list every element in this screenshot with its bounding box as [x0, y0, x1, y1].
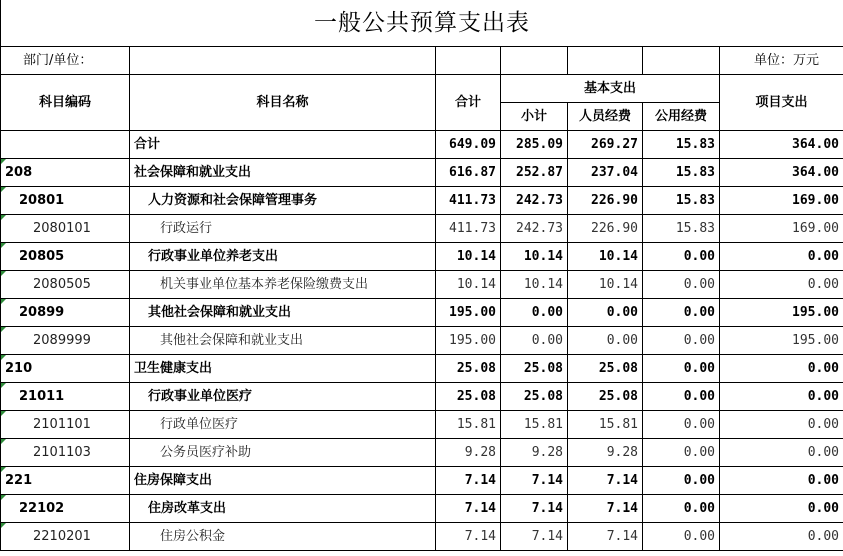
cell-code[interactable]: 210 — [1, 355, 130, 383]
cell-code[interactable]: 2080505 — [1, 271, 130, 299]
cell-total[interactable]: 411.73 — [436, 187, 501, 215]
cell-personnel[interactable]: 25.08 — [568, 383, 643, 411]
table-row — [1, 243, 843, 271]
header-total: 合计 — [436, 75, 501, 131]
cell-total[interactable]: 15.81 — [436, 411, 501, 439]
cell-subtotal[interactable]: 7.14 — [501, 495, 568, 523]
page-title: 一般公共预算支出表 — [1, 0, 843, 47]
cell-marker-icon — [1, 215, 6, 220]
cell-public[interactable]: 0.00 — [643, 299, 720, 327]
cell-marker-icon — [1, 439, 6, 444]
cell-subtotal[interactable]: 9.28 — [501, 439, 568, 467]
cell-project[interactable]: 0.00 — [720, 271, 843, 299]
cell-code[interactable]: 20801 — [1, 187, 130, 215]
cell-name[interactable]: 行政事业单位医疗 — [130, 383, 436, 411]
dept-label: 部门/单位： — [1, 47, 130, 75]
cell-name[interactable]: 行政单位医疗 — [130, 411, 436, 439]
cell-total[interactable]: 25.08 — [436, 383, 501, 411]
cell-total[interactable]: 7.14 — [436, 495, 501, 523]
cell-code[interactable]: 221 — [1, 467, 130, 495]
cell-public[interactable]: 0.00 — [643, 355, 720, 383]
meta-blank-cell[interactable] — [436, 47, 501, 75]
cell-personnel[interactable]: 10.14 — [568, 271, 643, 299]
cell-name[interactable]: 住房保障支出 — [130, 467, 436, 495]
meta-blank-cell[interactable] — [643, 47, 720, 75]
cell-name[interactable]: 住房公积金 — [130, 523, 436, 551]
cell-marker-icon — [1, 327, 6, 332]
header-subtotal: 小计 — [501, 103, 568, 131]
cell-total[interactable]: 649.09 — [436, 131, 501, 159]
cell-subtotal[interactable]: 10.14 — [501, 243, 568, 271]
cell-personnel[interactable]: 0.00 — [568, 299, 643, 327]
table-row — [1, 495, 843, 523]
cell-project[interactable]: 0.00 — [720, 467, 843, 495]
table-row — [1, 187, 843, 215]
table-row — [1, 523, 843, 551]
cell-code[interactable]: 2101103 — [1, 439, 130, 467]
cell-project[interactable]: 364.00 — [720, 159, 843, 187]
cell-personnel[interactable]: 9.28 — [568, 439, 643, 467]
table-row — [1, 411, 843, 439]
cell-code[interactable]: 22102 — [1, 495, 130, 523]
header-project: 项目支出 — [720, 75, 843, 131]
header-name: 科目名称 — [130, 75, 436, 131]
cell-project[interactable]: 0.00 — [720, 523, 843, 551]
cell-subtotal[interactable]: 7.14 — [501, 523, 568, 551]
cell-project[interactable]: 0.00 — [720, 383, 843, 411]
cell-name[interactable]: 公务员医疗补助 — [130, 439, 436, 467]
table-row — [1, 439, 843, 467]
cell-code[interactable]: 2080101 — [1, 215, 130, 243]
cell-personnel[interactable]: 15.81 — [568, 411, 643, 439]
cell-name[interactable]: 行政运行 — [130, 215, 436, 243]
cell-code[interactable]: 2089999 — [1, 327, 130, 355]
cell-total[interactable]: 25.08 — [436, 355, 501, 383]
header-public: 公用经费 — [643, 103, 720, 131]
cell-code[interactable]: 20899 — [1, 299, 130, 327]
cell-marker-icon — [1, 271, 6, 276]
cell-public[interactable]: 0.00 — [643, 411, 720, 439]
table-row — [1, 215, 843, 243]
table-row — [1, 467, 843, 495]
cell-project[interactable]: 0.00 — [720, 243, 843, 271]
cell-personnel[interactable]: 226.90 — [568, 215, 643, 243]
cell-name[interactable]: 卫生健康支出 — [130, 355, 436, 383]
cell-total[interactable]: 616.87 — [436, 159, 501, 187]
cell-marker-icon — [1, 467, 6, 472]
table-row — [1, 327, 843, 355]
cell-public[interactable]: 0.00 — [643, 467, 720, 495]
cell-name[interactable]: 其他社会保障和就业支出 — [130, 299, 436, 327]
cell-total[interactable]: 9.28 — [436, 439, 501, 467]
cell-project[interactable]: 0.00 — [720, 355, 843, 383]
cell-project[interactable]: 0.00 — [720, 439, 843, 467]
cell-subtotal[interactable]: 15.81 — [501, 411, 568, 439]
cell-marker-icon — [1, 411, 6, 416]
cell-name[interactable]: 住房改革支出 — [130, 495, 436, 523]
cell-personnel[interactable]: 7.14 — [568, 523, 643, 551]
cell-project[interactable]: 0.00 — [720, 495, 843, 523]
cell-public[interactable]: 0.00 — [643, 243, 720, 271]
cell-personnel[interactable]: 269.27 — [568, 131, 643, 159]
cell-total[interactable]: 10.14 — [436, 271, 501, 299]
dept-value-cell[interactable] — [130, 47, 436, 75]
cell-subtotal[interactable]: 252.87 — [501, 159, 568, 187]
cell-marker-icon — [1, 523, 6, 528]
cell-personnel[interactable]: 10.14 — [568, 243, 643, 271]
cell-marker-icon — [1, 243, 6, 248]
cell-total[interactable]: 195.00 — [436, 299, 501, 327]
cell-total[interactable]: 411.73 — [436, 215, 501, 243]
table-row — [1, 131, 843, 159]
cell-total[interactable]: 10.14 — [436, 243, 501, 271]
cell-marker-icon — [1, 159, 6, 164]
cell-total[interactable]: 7.14 — [436, 523, 501, 551]
cell-public[interactable]: 15.83 — [643, 215, 720, 243]
cell-subtotal[interactable]: 25.08 — [501, 383, 568, 411]
cell-subtotal[interactable]: 285.09 — [501, 131, 568, 159]
cell-name[interactable]: 人力资源和社会保障管理事务 — [130, 187, 436, 215]
cell-public[interactable]: 0.00 — [643, 327, 720, 355]
cell-public[interactable]: 0.00 — [643, 383, 720, 411]
cell-public[interactable]: 0.00 — [643, 271, 720, 299]
table-row — [1, 355, 843, 383]
cell-public[interactable]: 0.00 — [643, 523, 720, 551]
unit-label: 单位：万元 — [720, 47, 843, 75]
cell-name[interactable]: 合计 — [130, 131, 436, 159]
cell-personnel[interactable]: 226.90 — [568, 187, 643, 215]
cell-personnel[interactable]: 7.14 — [568, 467, 643, 495]
cell-name[interactable]: 机关事业单位基本养老保险缴费支出 — [130, 271, 436, 299]
cell-personnel[interactable]: 7.14 — [568, 495, 643, 523]
cell-code[interactable]: 21011 — [1, 383, 130, 411]
cell-subtotal[interactable]: 25.08 — [501, 355, 568, 383]
cell-public[interactable]: 0.00 — [643, 439, 720, 467]
cell-public[interactable]: 0.00 — [643, 495, 720, 523]
cell-personnel[interactable]: 25.08 — [568, 355, 643, 383]
cell-project[interactable]: 169.00 — [720, 215, 843, 243]
cell-marker-icon — [1, 299, 6, 304]
meta-blank-cell[interactable] — [501, 47, 568, 75]
cell-public[interactable]: 15.83 — [643, 131, 720, 159]
cell-public[interactable]: 15.83 — [643, 159, 720, 187]
cell-code[interactable]: 2210201 — [1, 523, 130, 551]
meta-blank-cell[interactable] — [568, 47, 643, 75]
header-basic: 基本支出 — [501, 75, 720, 103]
cell-marker-icon — [1, 495, 6, 500]
cell-subtotal[interactable]: 0.00 — [501, 299, 568, 327]
cell-subtotal[interactable]: 0.00 — [501, 327, 568, 355]
table-row — [1, 159, 843, 187]
cell-project[interactable]: 195.00 — [720, 299, 843, 327]
cell-personnel[interactable]: 237.04 — [568, 159, 643, 187]
cell-subtotal[interactable]: 242.73 — [501, 187, 568, 215]
table-row — [1, 383, 843, 411]
cell-project[interactable]: 364.00 — [720, 131, 843, 159]
cell-subtotal[interactable]: 10.14 — [501, 271, 568, 299]
cell-marker-icon — [1, 383, 6, 388]
cell-personnel[interactable]: 0.00 — [568, 327, 643, 355]
cell-name[interactable]: 其他社会保障和就业支出 — [130, 327, 436, 355]
cell-marker-icon — [1, 355, 6, 360]
cell-code[interactable]: 20805 — [1, 243, 130, 271]
cell-project[interactable]: 169.00 — [720, 187, 843, 215]
cell-total[interactable]: 7.14 — [436, 467, 501, 495]
cell-code[interactable]: 208 — [1, 159, 130, 187]
cell-project[interactable]: 195.00 — [720, 327, 843, 355]
cell-name[interactable]: 行政事业单位养老支出 — [130, 243, 436, 271]
cell-code[interactable]: 2101101 — [1, 411, 130, 439]
cell-name[interactable]: 社会保障和就业支出 — [130, 159, 436, 187]
cell-subtotal[interactable]: 242.73 — [501, 215, 568, 243]
cell-code[interactable] — [1, 131, 130, 159]
cell-public[interactable]: 15.83 — [643, 187, 720, 215]
cell-total[interactable]: 195.00 — [436, 327, 501, 355]
cell-project[interactable]: 0.00 — [720, 411, 843, 439]
table-row — [1, 299, 843, 327]
table-row — [1, 271, 843, 299]
header-code: 科目编码 — [1, 75, 130, 131]
cell-subtotal[interactable]: 7.14 — [501, 467, 568, 495]
cell-marker-icon — [1, 187, 6, 192]
header-personnel: 人员经费 — [568, 103, 643, 131]
